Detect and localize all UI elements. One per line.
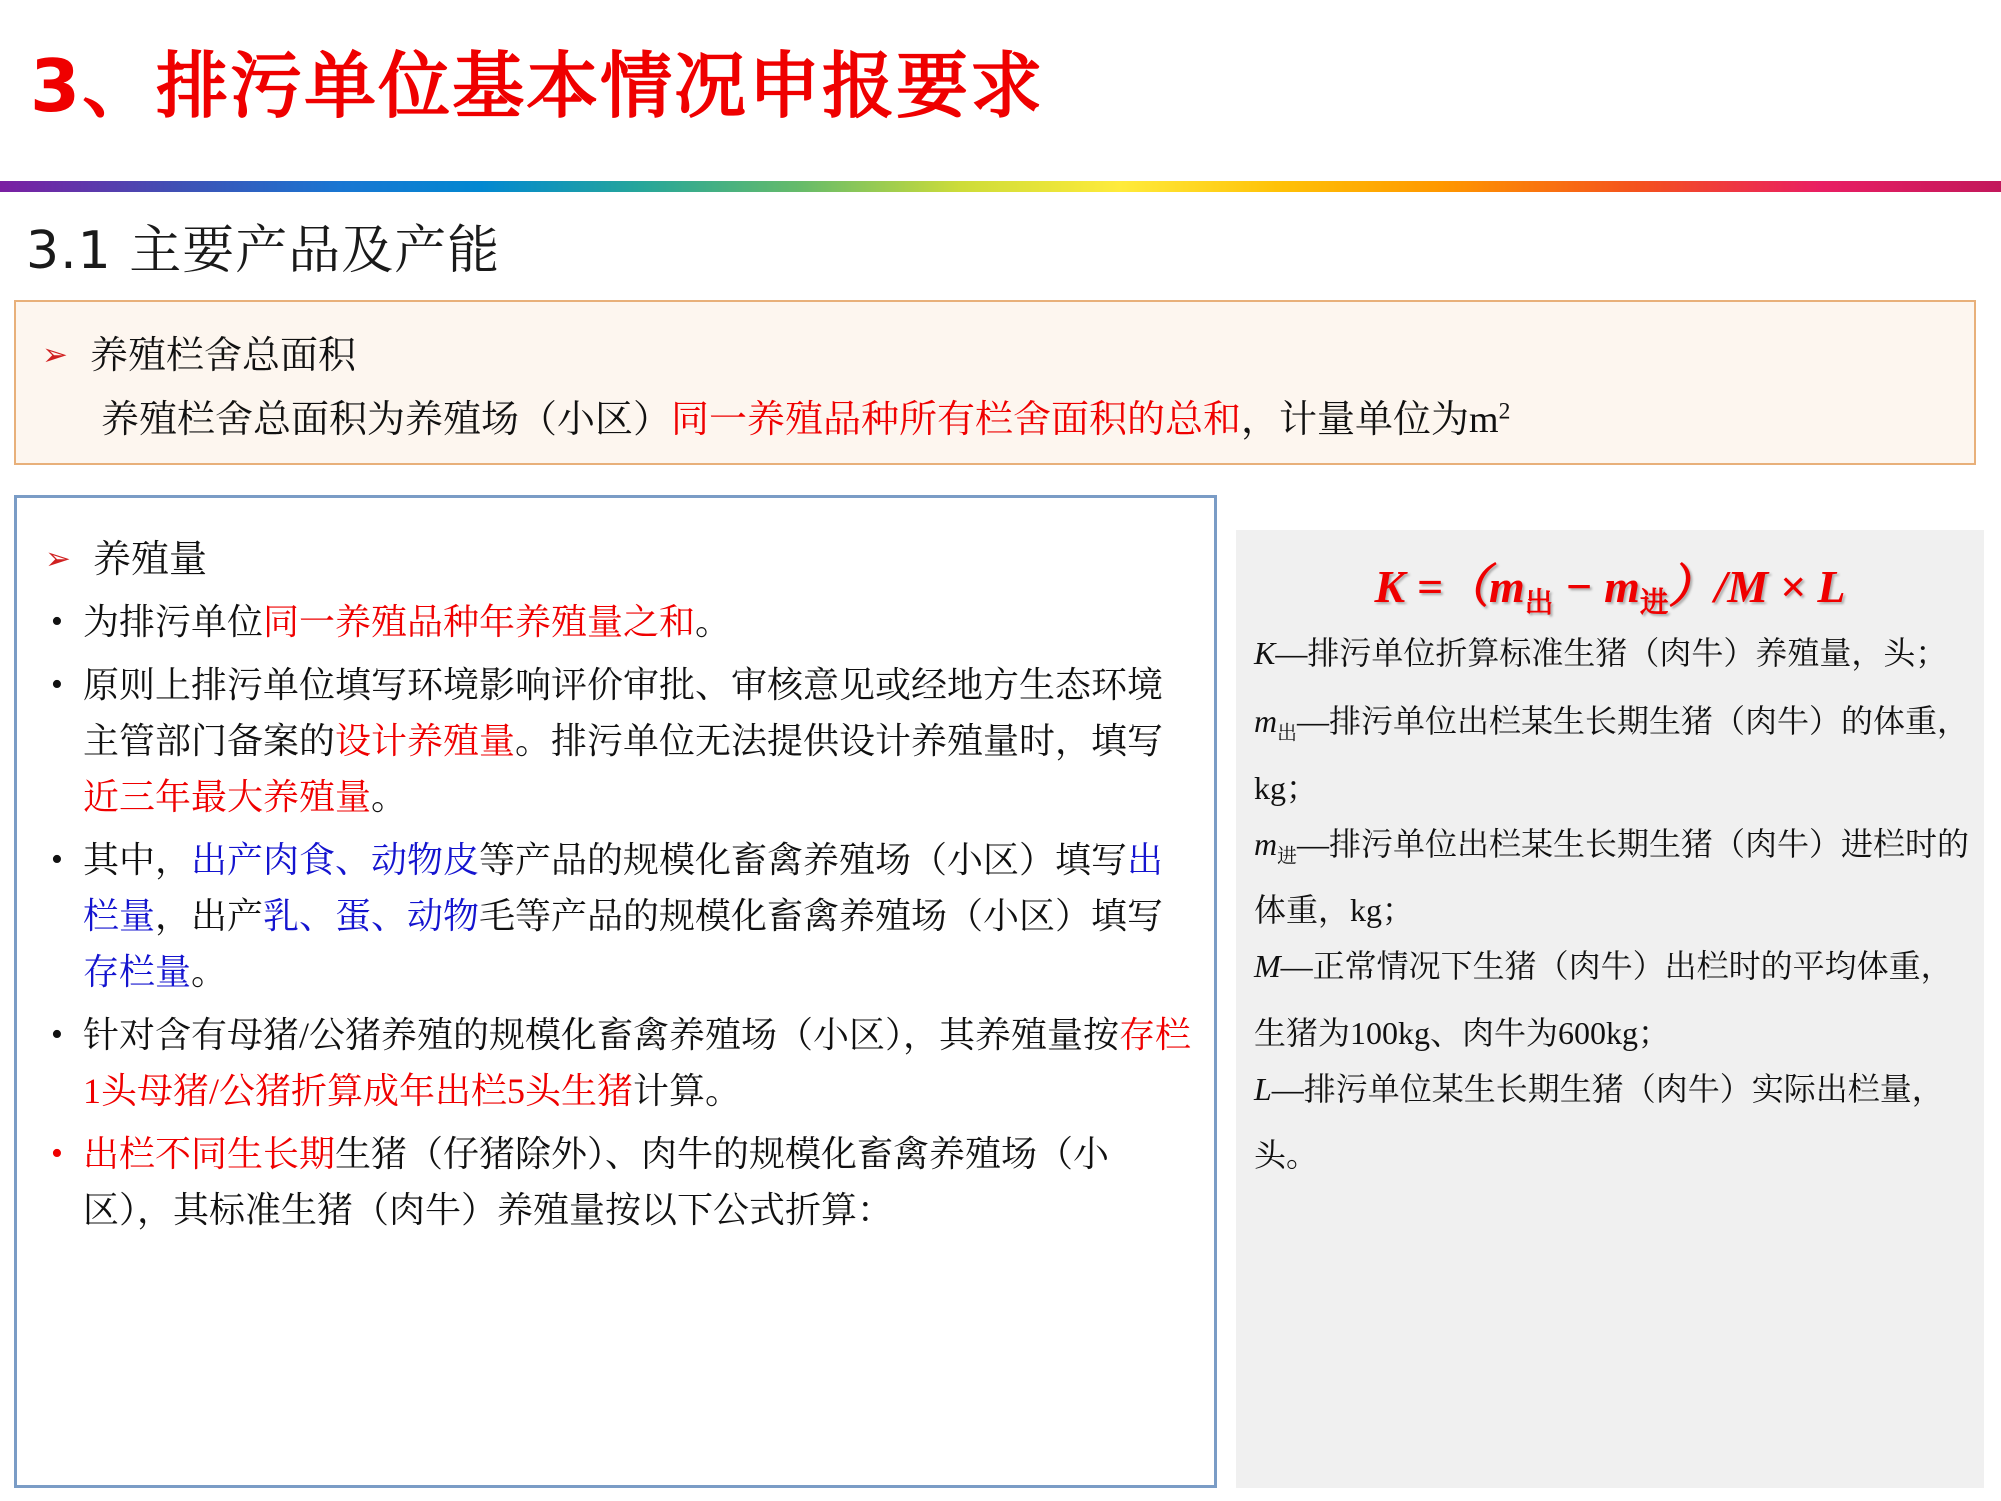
formula-definitions [1254, 626, 1970, 1184]
breeding-volume-box [14, 495, 1217, 1488]
text-run: 。 [191, 952, 228, 992]
variable-subscript: 进 [1277, 845, 1297, 868]
text-run: 。 [371, 777, 408, 817]
rainbow-divider [0, 181, 2001, 192]
formula-token-m1-sub: 出 [1524, 588, 1554, 620]
bullet-dot-icon: • [51, 841, 63, 878]
breeding-volume-heading [45, 528, 207, 583]
text-run-highlight: 近三年最大养殖量 [83, 777, 372, 817]
variable-symbol: m [1254, 703, 1278, 740]
formula-definition-K [1254, 626, 1970, 692]
formula-definition-m-out [1254, 694, 1970, 814]
formula-token-close: ）/ [1668, 561, 1728, 612]
text-run-highlight: 出产肉食、动物皮 [191, 840, 480, 880]
total-area-body [101, 388, 1510, 443]
variable-symbol: L [1254, 1070, 1272, 1107]
formula-definition-m-in [1254, 817, 1970, 937]
bullet-dot-icon: • [51, 1016, 63, 1053]
text-run: 原则上排污单位填写环境影响评价审批、审核意见或经地方生态环境主管部门备案的 [83, 665, 1164, 761]
list-item [43, 594, 1193, 650]
text-run-highlight: 设计养殖量 [335, 721, 516, 761]
arrow-bullet-icon: ➢ [42, 337, 68, 372]
list-item [43, 1126, 1193, 1238]
text-run: 毛等产品的规模化畜禽养殖场（小区）填写 [479, 896, 1164, 936]
list-item [43, 1007, 1193, 1119]
text-run: 针对含有母猪/公猪养殖的规模化畜禽养殖场（小区），其养殖量按 [83, 1015, 1120, 1055]
text-run: 其中， [83, 840, 192, 880]
formula-token-times: × [1768, 561, 1818, 612]
variable-subscript: 出 [1277, 722, 1297, 745]
list-item [43, 657, 1193, 825]
text-run: 计算。 [633, 1071, 742, 1111]
variable-description: —排污单位出栏某生长期生猪（肉牛）进栏时的体重，kg； [1254, 825, 1969, 929]
list-item-text [83, 1007, 1193, 1119]
formula-panel [1236, 530, 1984, 1488]
arrow-bullet-icon: ➢ [45, 541, 71, 576]
text-run-highlight: 出栏量 [83, 840, 1164, 936]
bullet-dot-icon: • [51, 666, 63, 703]
formula-token-eq: =（ [1405, 561, 1489, 612]
formula-token-m2-sub: 进 [1639, 588, 1669, 620]
formula-token-minus: − [1553, 561, 1605, 612]
section-heading: 3.1 主要产品及产能 [26, 221, 501, 281]
text-run: 。 [695, 602, 732, 642]
variable-description: —排污单位某生长期生猪（肉牛）实际出栏量，头。 [1254, 1070, 1944, 1173]
bullet-dot-icon: • [51, 1135, 63, 1172]
breeding-volume-list [43, 594, 1193, 1245]
text-run-highlight: 乳、蛋、动物 [263, 896, 480, 936]
variable-description: —正常情况下生猪（肉牛）出栏时的平均体重，生猪为100kg、肉牛为600kg； [1254, 948, 1953, 1051]
variable-symbol: M [1254, 948, 1281, 985]
page-title: 3、排污单位基本情况申报要求 [30, 44, 1045, 128]
formula-definition-L [1254, 1062, 1970, 1182]
total-area-box [14, 300, 1976, 465]
list-item-text [83, 594, 1193, 650]
formula-token-K: K [1374, 561, 1406, 612]
formula-token-M: M [1727, 561, 1769, 612]
text-run: ，出产 [155, 896, 264, 936]
text-run-highlight: 存栏1头母猪/公猪折算成年出栏5头生猪 [83, 1015, 1192, 1111]
list-item-text [83, 657, 1193, 825]
variable-symbol: m [1254, 825, 1278, 862]
breeding-volume-heading-label: 养殖量 [92, 539, 207, 581]
total-area-body-part-1: 养殖栏舍总面积为养殖场（小区） [101, 399, 672, 441]
text-run-highlight: 存栏量 [83, 952, 192, 992]
list-item-text [83, 832, 1193, 1000]
variable-description: —排污单位出栏某生长期生猪（肉牛）的体重，kg； [1254, 703, 1969, 806]
formula-token-m1: m [1488, 561, 1525, 612]
text-run: 为排污单位 [83, 602, 264, 642]
variable-description: —排污单位折算标准生猪（肉牛）养殖量，头； [1275, 635, 1948, 671]
list-item-text [83, 1126, 1193, 1238]
total-area-body-superscript: 2 [1498, 398, 1511, 425]
text-run-highlight: 同一养殖品种年养殖量之和 [263, 602, 696, 642]
total-area-body-part-2: 同一养殖品种所有栏舍面积的总和 [671, 399, 1242, 441]
text-run: 等产品的规模化畜禽养殖场（小区）填写 [479, 840, 1128, 880]
formula-expression [1236, 550, 1984, 621]
formula-definition-M [1254, 939, 1970, 1059]
bullet-dot-icon: • [51, 603, 63, 640]
formula-token-L: L [1817, 561, 1846, 612]
formula-token-m2: m [1604, 561, 1640, 612]
text-run: 。排污单位无法提供设计养殖量时，填写 [515, 721, 1164, 761]
text-run: 生猪（仔猪除外）、肉牛的规模化畜禽养殖场（小区），其标准生猪（肉牛）养殖量按以下公式折算： [83, 1134, 1110, 1230]
total-area-heading-label: 养殖栏舍总面积 [89, 335, 356, 377]
variable-symbol: K [1254, 635, 1276, 671]
list-item [43, 832, 1193, 1000]
text-run-highlight: 出栏不同生长期 [83, 1134, 336, 1174]
total-area-body-part-3: ，计量单位为m [1241, 399, 1499, 441]
total-area-heading [42, 324, 356, 379]
